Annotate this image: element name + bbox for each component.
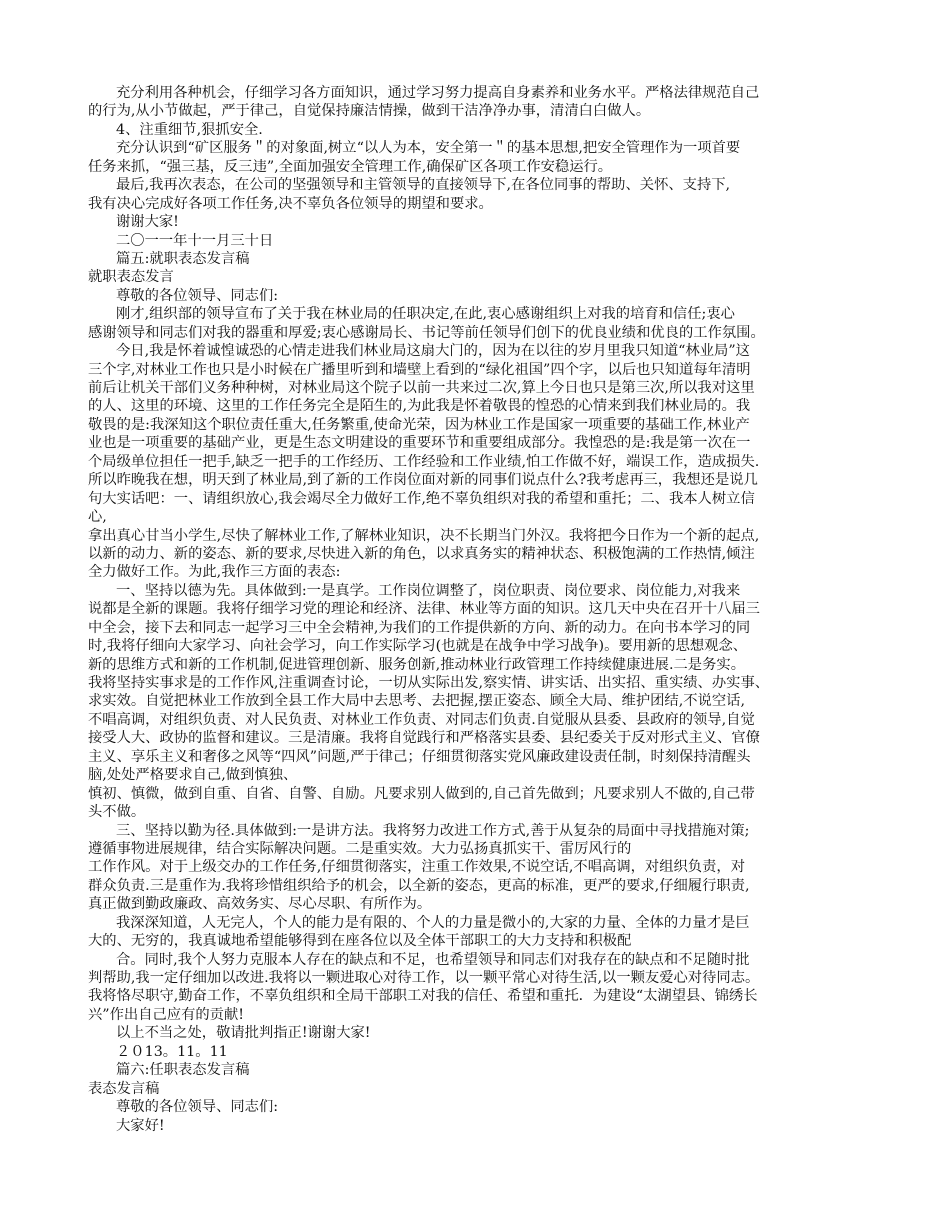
document-body <box>88 84 870 1135</box>
text-line: 感谢领导和同志们对我的器重和厚爱;衷心感谢局长、书记等前任领导们创下的优良业绩和优良的工作氛围。 <box>88 324 765 341</box>
text-line: 我深深知道，人无完人，个人的能力是有限的、个人的力量是微小的,大家的力量、全体的力量才是巨 <box>116 914 750 931</box>
text-line: 遵循事物进展规律，结合实际解决问题。二是重实效。大力弘扬真抓实干、雷厉风行的 <box>88 840 632 857</box>
text-line: 最后,我再次表态，在公司的坚强领导和主管领导的直接领导下,在各位同事的帮助、关怀、支持下, <box>116 177 731 194</box>
text-line: 今日,我是怀着诚惶诚恐的心情走进我们林业局这扇大门的，因为在以往的岁月里我只知道“林业局”这 <box>116 343 750 360</box>
text-line: 的行为,从小节做起，严于律己，自觉保持廉洁情操，做到干洁净净办事，清清白白做人。 <box>88 103 651 120</box>
text-line: 任务来抓，“强三基，反三违”,全面加强安全管理工作,确保矿区各项工作安稳运行。 <box>88 158 613 175</box>
text-line: 尊敬的各位领导、同志们: <box>116 1099 279 1116</box>
text-line: 说都是全新的课题。我将仔细学习党的理论和经济、法律、林业等方面的知识。这几天中央在召开十八届三 <box>88 601 760 618</box>
text-line: 心, <box>88 509 107 526</box>
text-line: 尊敬的各位领导、同志们: <box>116 287 279 304</box>
text-line: 一、坚持以德为先。具体做到:一是真学。工作岗位调整了，岗位职责、岗位要求、岗位能力,对我来 <box>116 582 741 599</box>
text-line: 充分利用各种机会，仔细学习各方面知识，通过学习努力提高自身素养和业务水平。严格法律规范自己 <box>116 85 760 101</box>
text-line: 个局级单位担任一把手,缺乏一把手的工作经历、工作经验和工作业绩,怕工作做不好，端误工作，造成损失. <box>88 453 760 470</box>
text-line: 篇五:就职表态发言稿 <box>116 250 250 267</box>
text-line: 以上不当之处，敬请批判指正!谢谢大家! <box>116 1025 371 1042</box>
text-line: 前后让机关干部们义务种种树，对林业局这个院子以前一共来过二次,算上今日也只是第三次,所以我对这里 <box>88 380 755 396</box>
text-line: 头不做。 <box>88 804 146 821</box>
text-line: 主义、享乐主义和奢侈之风等“四风”问题,严于律己；仔细贯彻落实党风廉政建设责任制，时刻保持清醒头 <box>88 748 751 765</box>
text-line: 充分认识到“矿区服务＂的对象面,树立“以人为本，安全第一＂的基本思想,把安全管理作为一项首要 <box>116 140 741 157</box>
text-line: 我有决心完成好各项工作任务,决不辜负各位领导的期望和要求。 <box>88 195 493 212</box>
text-line: 时,我将仔细向大家学习、向社会学习，向工作实际学习(也就是在战争中学习战争)。要用新的思想观念、 <box>88 638 748 655</box>
text-line: 新的思维方式和新的工作机制,促进管理创新、服务创新,推动林业行政管理工作持续健康进展.二是务实。 <box>88 656 745 673</box>
text-line: 不唱高调，对组织负责、对人民负责、对林业工作负责、对同志们负责.自觉服从县委、县政府的领导,自觉 <box>88 711 755 728</box>
text-line: ２０13。11。11 <box>116 1043 228 1060</box>
text-line: 脑,处处严格要求自己,做到慎独、 <box>88 767 298 784</box>
text-line: 兴”作出自己应有的贡献! <box>88 1006 245 1023</box>
text-line: 二〇一一年十一月三十日 <box>116 232 274 249</box>
text-line: 中全会，接下去和同志一起学习三中全会精神,为我们的工作提供新的方向、新的动力。在向书本学习的同 <box>88 619 751 636</box>
text-line: 表态发言稿 <box>88 1080 160 1097</box>
text-line: 拿出真心甘当小学生,尽快了解林业工作,了解林业知识，决不长期当门外汉。我将把今日作为一个新的起点, <box>88 527 760 544</box>
text-line: 求实效。自觉把林业工作放到全县工作大局中去思考、去把握,摆正姿态、顾全大局、维护团结,不说空话, <box>88 693 745 710</box>
text-line: 所以昨晚我在想，明天到了林业局,到了新的工作岗位面对新的同事们说点什么?我考虑再三，我想还是说几 <box>88 472 758 489</box>
text-line: 群众负责.三是重作为.我将珍惜组织给予的机会，以全新的姿态，更高的标准，更严的要求,仔细履行职责, <box>88 877 750 894</box>
text-line: 判帮助,我一定仔细加以改进.我将以一颗进取心对待工作，以一颗平常心对待生活,以一颗友爱心对待同志。 <box>88 970 760 986</box>
text-line: 我将坚持实事求是的工作作风,注重调查讨论，一切从实际出发,察实情、讲实话、出实招、重实绩、办实事、 <box>88 675 770 691</box>
text-line: 句大实话吧：一、请组织放心,我会竭尽全力做好工作,绝不辜负组织对我的希望和重托；二、我本人树立信 <box>88 490 755 507</box>
text-line: 大家好! <box>116 1117 165 1134</box>
text-line: 真正做到勤政廉政、高效务实、尽心尽职、有所作为。 <box>88 896 432 913</box>
text-line: 接受人大、政协的监督和建议。三是清廉。我将自觉践行和严格落实县委、县纪委关于反对形式主义、官僚 <box>88 730 760 747</box>
text-line: 我将恪尽职守,勤奋工作，不辜负组织和全局干部职工对我的信任、希望和重托．为建设“太湖望县、锦绣长 <box>88 988 758 1005</box>
text-line: 工作作风。对于上级交办的工作任务,仔细贯彻落实，注重工作效果,不说空话,不唱高调，对组织负责，对 <box>88 859 745 876</box>
text-line: 的人、这里的环境、这里的工作任务完全是陌生的,为此我是怀着敬畏的惶恐的心情来到我们林业局的。我 <box>88 398 751 415</box>
text-line: 以新的动力、新的姿态、新的要求,尽快进入新的角色，以求真务实的精神状态、积极饱满的工作热情,倾注 <box>88 545 755 562</box>
text-line: 4、注重细节,狠抓安全. <box>116 121 263 138</box>
text-line: 就职表态发言 <box>88 269 174 286</box>
text-line: 全力做好工作。为此,我作三方面的表态: <box>88 564 341 581</box>
text-line: 敬畏的是:我深知这个职位责任重大,任务繁重,使命光荣，因为林业工作是国家一项重要的基础工作,林业产 <box>88 416 750 433</box>
text-line: 业也是一项重要的基础产业，更是生态文明建设的重要环节和重要组成部分。我惶恐的是:我是第一次在一 <box>88 435 751 452</box>
text-line: 刚才,组织部的领导宣布了关于我在林业局的任职决定,在此,衷心感谢组织上对我的培育和信任;衷心 <box>116 306 735 323</box>
text-line: 合。同时,我个人努力克服本人存在的缺点和不足，也希望领导和同志们对我存在的缺点和不足随时批 <box>116 951 750 968</box>
text-line: 慎初、慎微，做到自重、自省、自警、自励。凡要求别人做到的,自己首先做到；凡要求别人不做的,自己带 <box>88 785 755 802</box>
text-line: 谢谢大家! <box>116 214 179 231</box>
text-line: 三、坚持以勤为径.具体做到:一是讲方法。我将努力改进工作方式,善于从复杂的局面中寻找措施对策; <box>116 822 750 839</box>
text-line: 大的、无穷的，我真诚地希望能够得到在座各位以及全体干部职工的大力支持和积极配 <box>88 933 632 950</box>
text-line: 三个字,对林业工作也只是小时候在广播里听到和墙壁上看到的“绿化祖国”四个字，以后也只知道每年清明 <box>88 361 751 378</box>
text-line: 篇六:任职表态发言稿 <box>116 1062 250 1079</box>
